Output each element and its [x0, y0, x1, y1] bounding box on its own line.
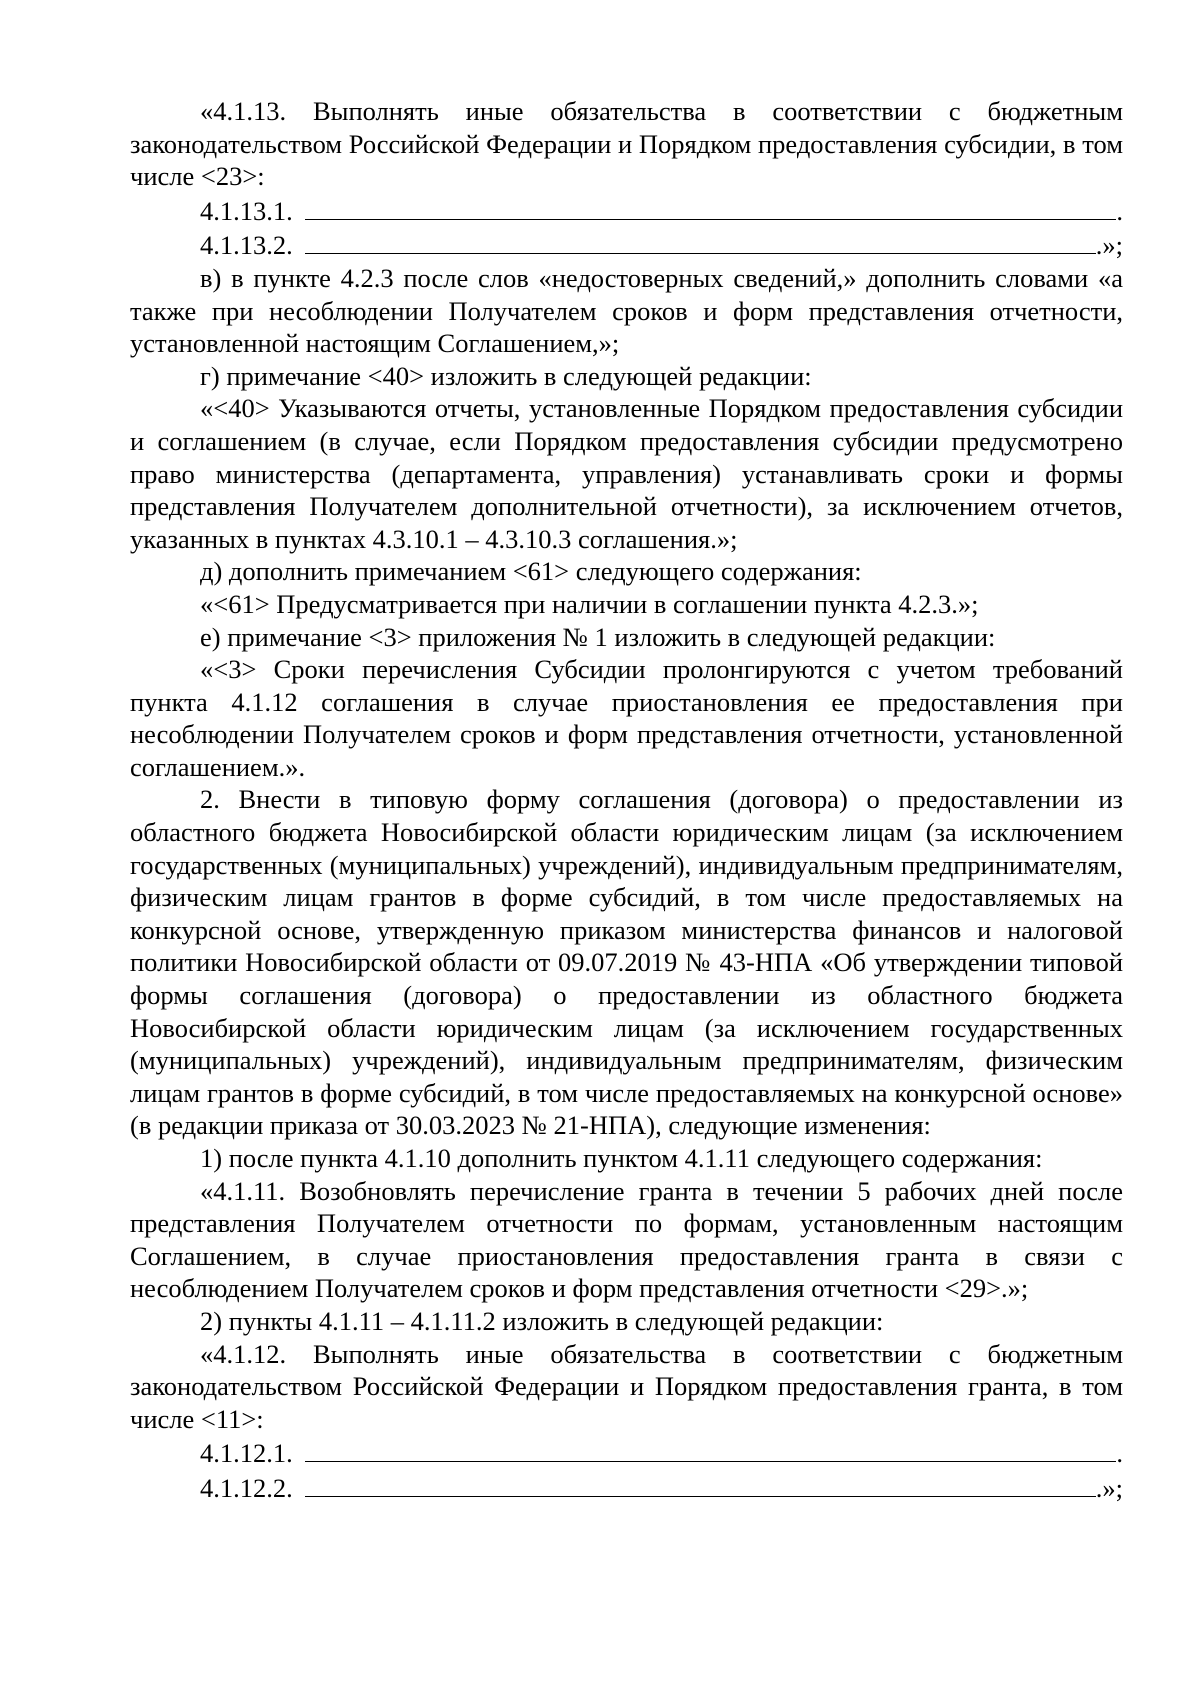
- fill-number: 4.1.13.2.: [200, 230, 293, 261]
- blank-line: [305, 1470, 1096, 1497]
- fill-ending: .»;: [1095, 230, 1123, 261]
- fill-number: 4.1.12.1.: [200, 1438, 293, 1469]
- fill-line-4-1-12-1: [130, 1435, 1123, 1470]
- blank-line: [305, 1435, 1117, 1462]
- paragraph-4-1-13: «4.1.13. Выполнять иные обязательства в соответствии с бюджетным законодательством Российской Федерации и Порядком предоставления субсидии, в том числе <23>:: [130, 96, 1123, 192]
- paragraph-2: 2. Внести в типовую форму соглашения (договора) о предоставлении из областного бюджета Новосибирской области юридическим лицам (за исключением государственных (муниципальных) учреждений), индивидуальным предпринимателям, физическим лицам грантов в форме субсидий, в том числе предоставляемых на конкурсной основе, утвержденную приказом министерства финансов и налоговой политики Новосибирской области от 09.07.2019 № 43-НПА «Об утверждении типовой формы соглашения (договора) о предоставлении из областного бюджета Новосибирской области юридическим лицам (за исключением государственных (муниципальных) учреждений), индивидуальным предпринимателям, физическим лицам грантов в форме субсидий, в том числе предоставляемых на конкурсной основе» (в редакции приказа от 30.03.2023 № 21-НПА), следующие изменения:: [130, 784, 1123, 1141]
- document-body: [130, 95, 1123, 1505]
- paragraph-note-61: «<61> Предусматривается при наличии в соглашении пункта 4.2.3.»;: [200, 588, 979, 619]
- fill-ending: .: [1116, 195, 1123, 226]
- paragraph-g: г) примечание <40> изложить в следующей редакции:: [200, 360, 812, 391]
- paragraph-note-3: «<3> Сроки перечисления Субсидии пролонгируются с учетом требований пункта 4.1.12 соглашения в случае приостановления ее предоставления при несоблюдении Получателем сроков и форм представления отчетности, установленной соглашением.».: [130, 654, 1123, 782]
- fill-line-4-1-12-2: [130, 1470, 1123, 1505]
- paragraph-2-1: 1) после пункта 4.1.10 дополнить пунктом 4.1.11 следующего содержания:: [200, 1143, 1043, 1173]
- fill-ending: .: [1116, 1438, 1123, 1469]
- paragraph-2-2: 2) пункты 4.1.11 – 4.1.11.2 изложить в следующей редакции:: [200, 1305, 884, 1336]
- fill-line-4-1-13-2: [130, 227, 1123, 262]
- fill-number: 4.1.13.1.: [200, 195, 293, 226]
- paragraph-v: в) в пункте 4.2.3 после слов «недостоверных сведений,» дополнить словами «а также при несоблюдении Получателем сроков и форм представления отчетности, установленной настоящим Соглашением,»;: [130, 262, 1123, 359]
- paragraph-d: д) дополнить примечанием <61> следующего содержания:: [200, 556, 862, 587]
- paragraph-e: е) примечание <3> приложения № 1 изложить в следующей редакции:: [200, 621, 996, 652]
- paragraph-4-1-11: «4.1.11. Возобновлять перечисление гранта в течении 5 рабочих дней после представления Получателем отчетности по формам, установленным настоящим Соглашением, в случае приостановления предоставления гранта в связи с несоблюдением Получателем сроков и форм представления отчетности <29>.»;: [130, 1175, 1123, 1304]
- paragraph-4-1-12: «4.1.12. Выполнять иные обязательства в соответствии с бюджетным законодательством Российской Федерации и Порядком предоставления гранта, в том числе <11>:: [130, 1338, 1123, 1434]
- paragraph-note-40: «<40> Указываются отчеты, установленные Порядком предоставления субсидии и соглашением (в случае, если Порядком предоставления субсидии предусмотрено право министерства (департамента, управления) устанавливать сроки и формы представления Получателем дополнительной отчетности), за исключением отчетов, указанных в пунктах 4.3.10.1 – 4.3.10.3 соглашения.»;: [130, 393, 1123, 554]
- fill-ending: .»;: [1095, 1472, 1123, 1503]
- blank-line: [305, 227, 1096, 254]
- blank-line: [305, 193, 1117, 220]
- fill-number: 4.1.12.2.: [200, 1472, 293, 1503]
- fill-line-4-1-13-1: [130, 193, 1123, 228]
